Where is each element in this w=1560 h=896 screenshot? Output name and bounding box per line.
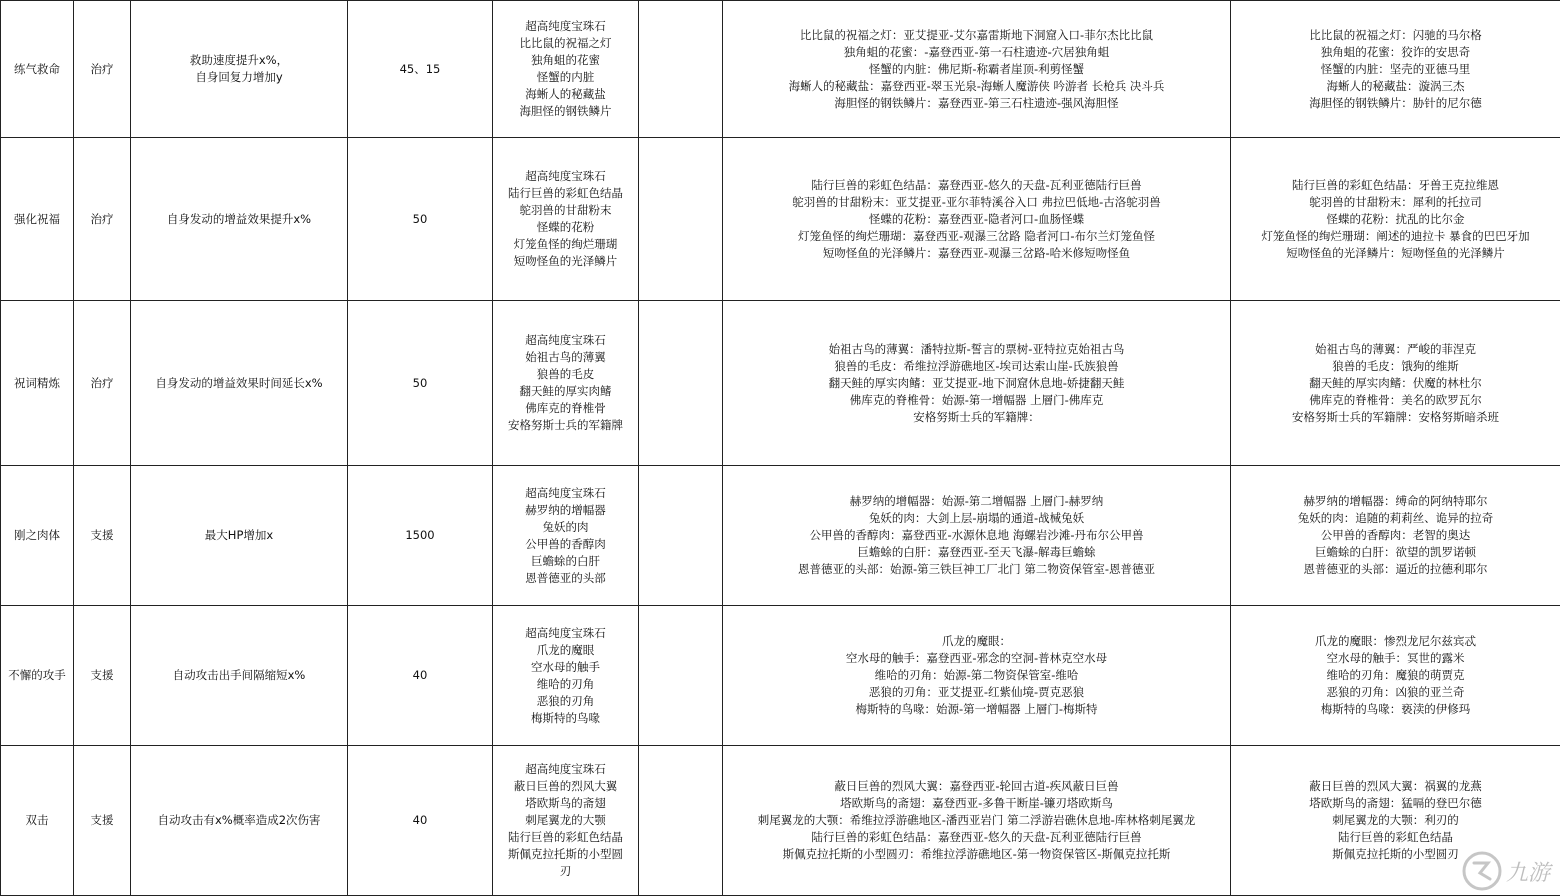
skill-name-cell: 双击	[1, 746, 74, 896]
materials-cell-line: 恩普德亚的头部	[495, 570, 636, 587]
bosses-cell-line: 佛库克的脊椎骨：美名的欧罗瓦尔	[1233, 392, 1558, 409]
locations-cell-line: 短吻怪鱼的光泽鳞片：嘉登西亚-观瀑三岔路-哈米修短吻怪鱼	[725, 245, 1228, 262]
skill-effect-cell	[131, 138, 348, 301]
materials-cell	[493, 1, 639, 138]
locations-cell	[723, 138, 1231, 301]
empty-cell	[639, 746, 723, 896]
materials-cell-line: 陆行巨兽的彩虹色结晶	[495, 829, 636, 846]
materials-cell-line: 梅斯特的鸟喙	[495, 710, 636, 727]
locations-cell-line: 赫罗纳的增幅器：始源-第二增幅器 上層门-赫罗纳	[725, 493, 1228, 510]
materials-cell-line: 空水母的触手	[495, 659, 636, 676]
bosses-cell-line: 维哈的刃角：魔狼的萌贾克	[1233, 667, 1558, 684]
materials-cell-line: 怪蟹的内脏	[495, 69, 636, 86]
locations-cell-line: 海蜥人的秘藏盐：嘉登西亚-翠玉光泉-海蜥人魔游侠 吟游者 长枪兵 决斗兵	[725, 78, 1228, 95]
locations-cell	[723, 466, 1231, 606]
materials-cell-line: 刺尾翼龙的大颚	[495, 812, 636, 829]
skill-effect-cell-line: 自身回复力增加y	[133, 69, 345, 86]
materials-cell-line: 刃	[495, 863, 636, 880]
materials-cell-line: 塔欧斯鸟的斋翅	[495, 795, 636, 812]
locations-cell-line: 怪蟹的内脏：佛尼斯-称霸者崖顶-利剪怪蟹	[725, 61, 1228, 78]
locations-cell-line: 独角蛆的花蜜：-嘉登西亚-第一石柱遗迹-穴居独角蛆	[725, 44, 1228, 61]
bosses-cell	[1231, 466, 1560, 606]
bosses-cell-line: 陆行巨兽的彩虹色结晶：牙兽王克拉维恩	[1233, 177, 1558, 194]
materials-cell	[493, 606, 639, 746]
materials-cell-line: 维哈的刃角	[495, 676, 636, 693]
materials-cell-line: 始祖古鸟的薄翼	[495, 349, 636, 366]
skill-type-cell: 治疗	[74, 301, 131, 466]
locations-cell-line: 兔妖的肉：大剑上层-崩塌的通道-战械兔妖	[725, 510, 1228, 527]
skill-value-cell: 1500	[348, 466, 493, 606]
skill-effect-cell-line: 自动攻击出手间隔缩短x%	[133, 667, 345, 684]
locations-cell-line: 空水母的触手：嘉登西亚-邪念的空洞-普林克空水母	[725, 650, 1228, 667]
materials-cell-line: 巨蟾蜍的白肝	[495, 553, 636, 570]
locations-cell-line: 陆行巨兽的彩虹色结晶：嘉登西亚-悠久的天盘-瓦利亚德陆行巨兽	[725, 829, 1228, 846]
materials-cell-line: 赫罗纳的增幅器	[495, 502, 636, 519]
materials-cell-line: 超高纯度宝珠石	[495, 625, 636, 642]
locations-cell-line: 海胆怪的钢铁鳞片：嘉登西亚-第三石柱遗迹-强风海胆怪	[725, 95, 1228, 112]
materials-cell-line: 狼兽的毛皮	[495, 366, 636, 383]
empty-cell	[639, 606, 723, 746]
locations-cell-line: 公甲兽的香醇肉：嘉登西亚-水源休息地 海螺岩沙滩-丹布尔公甲兽	[725, 527, 1228, 544]
skill-effect-cell-line: 救助速度提升x%，	[133, 52, 345, 69]
locations-cell-line: 斯佩克拉托斯的小型圆刃：希维拉浮游礁地区-第一物资保管区-斯佩克拉托斯	[725, 846, 1228, 863]
materials-cell-line: 超高纯度宝珠石	[495, 485, 636, 502]
materials-cell-line: 灯笼鱼怪的绚烂珊瑚	[495, 236, 636, 253]
skill-type-cell: 治疗	[74, 1, 131, 138]
bosses-cell-line: 爪龙的魔眼：惨烈龙尼尔兹宾忒	[1233, 633, 1558, 650]
bosses-cell-line: 恩普德亚的头部：逼近的拉德利耶尔	[1233, 561, 1558, 578]
table-row	[1, 301, 1560, 466]
materials-cell-line: 海胆怪的钢铁鳞片	[495, 103, 636, 120]
materials-cell	[493, 138, 639, 301]
watermark-text: 九游	[1506, 856, 1550, 887]
locations-cell-line: 安格努斯士兵的军籍牌：	[725, 409, 1228, 426]
materials-cell-line: 海蜥人的秘藏盐	[495, 86, 636, 103]
skill-effect-cell	[131, 746, 348, 896]
skill-name-cell: 祝词精炼	[1, 301, 74, 466]
bosses-cell-line: 海蜥人的秘藏盐：漩涡三杰	[1233, 78, 1558, 95]
materials-cell-line: 陆行巨兽的彩虹色结晶	[495, 185, 636, 202]
locations-cell-line: 恩普德亚的头部：始源-第三铁巨神工厂北门 第二物资保管室-恩普德亚	[725, 561, 1228, 578]
bosses-cell	[1231, 138, 1560, 301]
materials-cell	[493, 466, 639, 606]
materials-cell-line: 鸵羽兽的甘甜粉末	[495, 202, 636, 219]
table-row	[1, 746, 1560, 896]
bosses-cell-line: 短吻怪鱼的光泽鳞片：短吻怪鱼的光泽鳞片	[1233, 245, 1558, 262]
skill-name-cell: 练气救命	[1, 1, 74, 138]
empty-cell	[639, 138, 723, 301]
bosses-cell	[1231, 301, 1560, 466]
materials-cell-line: 超高纯度宝珠石	[495, 18, 636, 35]
skill-value-cell: 40	[348, 606, 493, 746]
bosses-cell-line: 空水母的触手：冥世的露米	[1233, 650, 1558, 667]
materials-cell-line: 比比鼠的祝福之灯	[495, 35, 636, 52]
materials-cell-line: 蔽日巨兽的烈风大翼	[495, 778, 636, 795]
materials-cell-line: 公甲兽的香醇肉	[495, 536, 636, 553]
bosses-cell-line: 海胆怪的钢铁鳞片：胁针的尼尔德	[1233, 95, 1558, 112]
locations-cell-line: 鸵羽兽的甘甜粉末：亚艾提亚-亚尔菲特溪谷入口 弗拉巴低地-古洛鸵羽兽	[725, 194, 1228, 211]
materials-cell-line: 爪龙的魔眼	[495, 642, 636, 659]
skill-type-cell: 治疗	[74, 138, 131, 301]
bosses-cell-line: 始祖古鸟的薄翼：严峻的菲涅克	[1233, 341, 1558, 358]
table-row	[1, 138, 1560, 301]
bosses-cell-line: 翻天鲑的厚实肉鳍：伏魔的林杜尔	[1233, 375, 1558, 392]
materials-cell-line: 超高纯度宝珠石	[495, 168, 636, 185]
bosses-cell-line: 兔妖的肉：追随的莉莉丝、诡异的拉奇	[1233, 510, 1558, 527]
bosses-cell-line: 恶狼的刃角：凶狼的亚兰奇	[1233, 684, 1558, 701]
locations-cell	[723, 746, 1231, 896]
locations-cell-line: 刺尾翼龙的大颚：希维拉浮游礁地区-潘西亚岩门 第二浮游岩礁休息地-库林格刺尾翼龙	[725, 812, 1228, 829]
skill-type-cell: 支援	[74, 746, 131, 896]
locations-cell-line: 灯笼鱼怪的绚烂珊瑚：嘉登西亚-观瀑三岔路 隐者河口-布尔兰灯笼鱼怪	[725, 228, 1228, 245]
skill-effect-cell-line: 自身发动的增益效果提升x%	[133, 211, 345, 228]
materials-cell-line: 独角蛆的花蜜	[495, 52, 636, 69]
materials-cell-line: 佛库克的脊椎骨	[495, 400, 636, 417]
bosses-cell-line: 公甲兽的香醇肉：老智的奥达	[1233, 527, 1558, 544]
skill-name-cell: 刚之肉体	[1, 466, 74, 606]
skill-effect-cell	[131, 1, 348, 138]
skill-type-cell: 支援	[74, 466, 131, 606]
materials-cell-line: 安格努斯士兵的军籍牌	[495, 417, 636, 434]
skill-effect-cell-line: 最大HP增加x	[133, 527, 345, 544]
materials-cell	[493, 746, 639, 896]
locations-cell-line: 维哈的刃角：始源-第二物资保管室-维哈	[725, 667, 1228, 684]
locations-cell-line: 恶狼的刃角：亚艾提亚-红紫仙境-贾克恶狼	[725, 684, 1228, 701]
table-row	[1, 466, 1560, 606]
bosses-cell-line: 刺尾翼龙的大颚：利刃的	[1233, 812, 1558, 829]
locations-cell-line: 陆行巨兽的彩虹色结晶：嘉登西亚-悠久的天盘-瓦利亚德陆行巨兽	[725, 177, 1228, 194]
bosses-cell-line: 巨蟾蜍的白肝：欲望的凯罗诺顿	[1233, 544, 1558, 561]
locations-cell-line: 爪龙的魔眼：	[725, 633, 1228, 650]
bosses-cell-line: 灯笼鱼怪的绚烂珊瑚：阐述的迪拉卡 暴食的巴巴牙加	[1233, 228, 1558, 245]
bosses-cell-line: 独角蛆的花蜜：狡诈的安思奇	[1233, 44, 1558, 61]
skill-value-cell: 45、15	[348, 1, 493, 138]
locations-cell-line: 塔欧斯鸟的斋翅：嘉登西亚-多鲁干断崖-镰刃塔欧斯鸟	[725, 795, 1228, 812]
locations-cell-line: 梅斯特的鸟喙：始源-第一增幅器 上層门-梅斯特	[725, 701, 1228, 718]
skill-effect-cell	[131, 466, 348, 606]
locations-cell-line: 佛库克的脊椎骨：始源-第一增幅器 上層门-佛库克	[725, 392, 1228, 409]
empty-cell	[639, 1, 723, 138]
skill-name-cell: 不懈的攻手	[1, 606, 74, 746]
locations-cell	[723, 1, 1231, 138]
bosses-cell-line: 梅斯特的鸟喙：亵渎的伊修玛	[1233, 701, 1558, 718]
bosses-cell-line: 怪蝶的花粉：扰乱的比尔金	[1233, 211, 1558, 228]
bosses-cell-line: 斯佩克拉托斯的小型圆刃	[1233, 846, 1558, 863]
materials-cell-line: 短吻怪鱼的光泽鳞片	[495, 253, 636, 270]
skill-effect-cell-line: 自身发动的增益效果时间延长x%	[133, 375, 345, 392]
materials-cell	[493, 301, 639, 466]
bosses-cell-line: 蔽日巨兽的烈风大翼：祸翼的龙燕	[1233, 778, 1558, 795]
skill-name-cell: 强化祝福	[1, 138, 74, 301]
bosses-cell-line: 鸵羽兽的甘甜粉末：犀利的托拉司	[1233, 194, 1558, 211]
skill-effect-cell	[131, 301, 348, 466]
materials-cell-line: 翻天鲑的厚实肉鳍	[495, 383, 636, 400]
bosses-cell-line: 狼兽的毛皮：饿狗的维斯	[1233, 358, 1558, 375]
table-row	[1, 606, 1560, 746]
locations-cell-line: 怪蝶的花粉：嘉登西亚-隐者河口-血肠怪蝶	[725, 211, 1228, 228]
bosses-cell	[1231, 606, 1560, 746]
jiuyou-logo-icon	[1460, 849, 1504, 893]
bosses-cell	[1231, 1, 1560, 138]
watermark	[1460, 849, 1556, 893]
locations-cell	[723, 606, 1231, 746]
bosses-cell-line: 陆行巨兽的彩虹色结晶	[1233, 829, 1558, 846]
bosses-cell-line: 比比鼠的祝福之灯：闪驰的马尔格	[1233, 27, 1558, 44]
locations-cell-line: 狼兽的毛皮：希维拉浮游礁地区-埃司达索山崖-氏族狼兽	[725, 358, 1228, 375]
materials-cell-line: 兔妖的肉	[495, 519, 636, 536]
skill-effect-cell-line: 自动攻击有x%概率造成2次伤害	[133, 812, 345, 829]
materials-cell-line: 斯佩克拉托斯的小型圆	[495, 846, 636, 863]
materials-cell-line: 怪蝶的花粉	[495, 219, 636, 236]
locations-cell	[723, 301, 1231, 466]
materials-cell-line: 恶狼的刃角	[495, 693, 636, 710]
table-row	[1, 1, 1560, 138]
skill-type-cell: 支援	[74, 606, 131, 746]
bosses-cell-line: 塔欧斯鸟的斋翅：猛嗝的登巴尔德	[1233, 795, 1558, 812]
bosses-cell-line: 赫罗纳的增幅器：缚命的阿纳特耶尔	[1233, 493, 1558, 510]
bosses-cell-line: 怪蟹的内脏：坚壳的亚德马里	[1233, 61, 1558, 78]
skill-effect-cell	[131, 606, 348, 746]
skill-value-cell: 40	[348, 746, 493, 896]
bosses-cell-line: 安格努斯士兵的军籍牌：安格努斯暗杀班	[1233, 409, 1558, 426]
materials-cell-line: 超高纯度宝珠石	[495, 332, 636, 349]
locations-cell-line: 翻天鲑的厚实肉鳍：亚艾提亚-地下洞窟休息地-娇捷翻天鲑	[725, 375, 1228, 392]
locations-cell-line: 蔽日巨兽的烈风大翼：嘉登西亚-轮回古道-疾风蔽日巨兽	[725, 778, 1228, 795]
empty-cell	[639, 466, 723, 606]
locations-cell-line: 巨蟾蜍的白肝：嘉登西亚-至天飞瀑-解毒巨蟾蜍	[725, 544, 1228, 561]
skill-value-cell: 50	[348, 301, 493, 466]
locations-cell-line: 比比鼠的祝福之灯：亚艾提亚-艾尔嘉雷斯地下洞窟入口-菲尔杰比比鼠	[725, 27, 1228, 44]
locations-cell-line: 始祖古鸟的薄翼：潘特拉斯-誓言的票树-亚特拉克始祖古鸟	[725, 341, 1228, 358]
skill-value-cell: 50	[348, 138, 493, 301]
empty-cell	[639, 301, 723, 466]
materials-cell-line: 超高纯度宝珠石	[495, 761, 636, 778]
